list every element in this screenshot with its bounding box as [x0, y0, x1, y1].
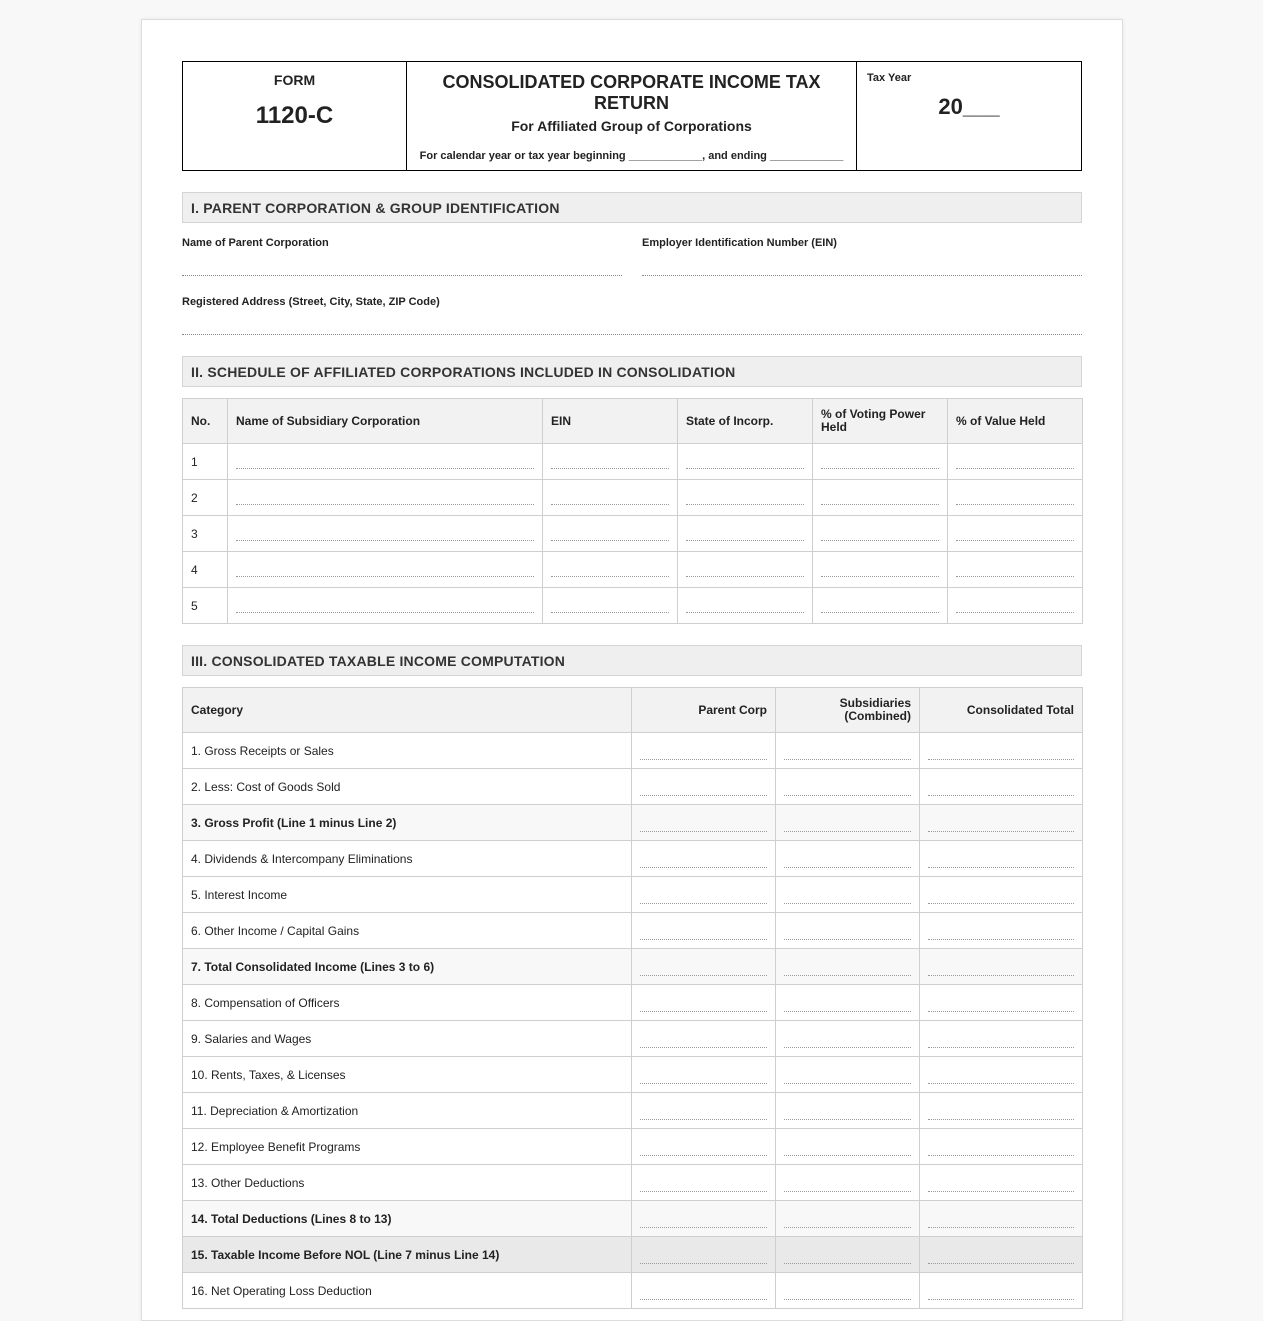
category-label: 14. Total Deductions (Lines 8 to 13): [183, 1201, 632, 1237]
parent-corp-cell[interactable]: [632, 841, 776, 877]
table-row: [183, 1201, 1083, 1237]
column-header: Name of Subsidiary Corporation: [228, 399, 543, 444]
state-cell[interactable]: [678, 588, 813, 624]
parent-corp-cell[interactable]: [632, 949, 776, 985]
row-number: 5: [183, 588, 228, 624]
column-header: % of Value Held: [948, 399, 1083, 444]
consolidated-total-cell[interactable]: [920, 949, 1083, 985]
section-1-heading: I. PARENT CORPORATION & GROUP IDENTIFICATION: [182, 192, 1082, 223]
parent-corp-cell[interactable]: [632, 1057, 776, 1093]
form-subtitle: For Affiliated Group of Corporations: [511, 118, 752, 134]
ein-field[interactable]: [642, 249, 1082, 276]
consolidated-total-cell[interactable]: [920, 1273, 1083, 1309]
parent-corp-cell[interactable]: [632, 1237, 776, 1273]
value-held-cell[interactable]: [948, 552, 1083, 588]
subsidiary-ein-cell[interactable]: [543, 552, 678, 588]
address-field-group: [182, 296, 1082, 335]
table-row: [183, 1093, 1083, 1129]
form-title-box: [407, 62, 857, 170]
consolidated-total-cell[interactable]: [920, 1237, 1083, 1273]
parent-corp-cell[interactable]: [632, 1201, 776, 1237]
column-header: % of Voting Power Held: [813, 399, 948, 444]
subsidiary-ein-cell[interactable]: [543, 480, 678, 516]
subsidiaries-cell[interactable]: [776, 1201, 920, 1237]
subsidiaries-cell[interactable]: [776, 1273, 920, 1309]
tax-period-line[interactable]: For calendar year or tax year beginning ____________, and ending ____________: [419, 150, 844, 162]
category-label: 10. Rents, Taxes, & Licenses: [183, 1057, 632, 1093]
parent-corp-cell[interactable]: [632, 769, 776, 805]
tax-year-box: [857, 62, 1081, 170]
parent-corp-cell[interactable]: [632, 1093, 776, 1129]
form-label: FORM: [273, 72, 316, 88]
voting-power-cell[interactable]: [813, 444, 948, 480]
consolidated-total-cell[interactable]: [920, 1021, 1083, 1057]
form-title: CONSOLIDATED CORPORATE INCOME TAX RETURN: [442, 72, 821, 113]
subsidiaries-cell[interactable]: [776, 1165, 920, 1201]
table-row: [183, 444, 1083, 480]
table-row: [183, 1237, 1083, 1273]
row-number: 1: [183, 444, 228, 480]
row-number: 4: [183, 552, 228, 588]
parent-corp-cell[interactable]: [632, 1165, 776, 1201]
section-2-heading: II. SCHEDULE OF AFFILIATED CORPORATIONS INCLUDED IN CONSOLIDATION: [182, 356, 1082, 387]
subsidiaries-cell[interactable]: [776, 805, 920, 841]
table-row: [183, 1273, 1083, 1309]
table-row: [183, 1021, 1083, 1057]
consolidated-total-cell[interactable]: [920, 1057, 1083, 1093]
table-header-row: [183, 399, 1083, 444]
subsidiaries-cell[interactable]: [776, 1093, 920, 1129]
section-3-heading: III. CONSOLIDATED TAXABLE INCOME COMPUTATION: [182, 645, 1082, 676]
category-label: 1. Gross Receipts or Sales: [183, 733, 632, 769]
table-row: [183, 516, 1083, 552]
category-label: 9. Salaries and Wages: [183, 1021, 632, 1057]
category-label: 5. Interest Income: [183, 877, 632, 913]
voting-power-cell[interactable]: [813, 552, 948, 588]
subsidiaries-cell[interactable]: [776, 985, 920, 1021]
subsidiaries-cell[interactable]: [776, 1129, 920, 1165]
subsidiary-name-cell[interactable]: [228, 552, 543, 588]
column-header: Subsidiaries (Combined): [776, 688, 920, 733]
subsidiaries-cell[interactable]: [776, 1021, 920, 1057]
parent-name-field[interactable]: [182, 249, 622, 276]
form-id-box: [183, 62, 407, 170]
table-header-row: [183, 688, 1083, 733]
subsidiaries-cell[interactable]: [776, 949, 920, 985]
consolidated-total-cell[interactable]: [920, 1129, 1083, 1165]
table-row: [183, 1129, 1083, 1165]
category-label: 16. Net Operating Loss Deduction: [183, 1273, 632, 1309]
income-computation-table: [182, 687, 1083, 1309]
table-row: [183, 769, 1083, 805]
consolidated-total-cell[interactable]: [920, 1165, 1083, 1201]
form-header: [182, 61, 1082, 171]
column-header: EIN: [543, 399, 678, 444]
column-header: Parent Corp: [632, 688, 776, 733]
parent-corp-cell[interactable]: [632, 1021, 776, 1057]
parent-corp-cell[interactable]: [632, 805, 776, 841]
column-header: Consolidated Total: [920, 688, 1083, 733]
subsidiary-name-cell[interactable]: [228, 588, 543, 624]
voting-power-cell[interactable]: [813, 516, 948, 552]
consolidated-total-cell[interactable]: [920, 877, 1083, 913]
table-row: [183, 552, 1083, 588]
state-cell[interactable]: [678, 552, 813, 588]
affiliates-table: [182, 398, 1083, 624]
category-label: 4. Dividends & Intercompany Eliminations: [183, 841, 632, 877]
subsidiary-ein-cell[interactable]: [543, 588, 678, 624]
consolidated-total-cell[interactable]: [920, 1201, 1083, 1237]
column-header: State of Incorp.: [678, 399, 813, 444]
form-page: [141, 19, 1123, 1321]
ein-field-group: [642, 237, 1082, 276]
category-label: 15. Taxable Income Before NOL (Line 7 minus Line 14): [183, 1237, 632, 1273]
subsidiary-ein-cell[interactable]: [543, 444, 678, 480]
state-cell[interactable]: [678, 516, 813, 552]
state-cell[interactable]: [678, 480, 813, 516]
category-label: 7. Total Consolidated Income (Lines 3 to 6): [183, 949, 632, 985]
form-number: 1120-C: [255, 102, 334, 129]
category-label: 12. Employee Benefit Programs: [183, 1129, 632, 1165]
value-held-cell[interactable]: [948, 588, 1083, 624]
table-row: [183, 985, 1083, 1021]
parent-corp-cell[interactable]: [632, 913, 776, 949]
subsidiaries-cell[interactable]: [776, 841, 920, 877]
consolidated-total-cell[interactable]: [920, 769, 1083, 805]
value-held-cell[interactable]: [948, 444, 1083, 480]
parent-name-field-group: [182, 237, 622, 276]
category-label: 6. Other Income / Capital Gains: [183, 913, 632, 949]
table-row: [183, 588, 1083, 624]
parent-corp-cell[interactable]: [632, 985, 776, 1021]
state-cell[interactable]: [678, 444, 813, 480]
column-header: Category: [183, 688, 632, 733]
row-number: 3: [183, 516, 228, 552]
category-label: 3. Gross Profit (Line 1 minus Line 2): [183, 805, 632, 841]
column-header: No.: [183, 399, 228, 444]
category-label: 8. Compensation of Officers: [183, 985, 632, 1021]
table-row: [183, 733, 1083, 769]
parent-corp-cell[interactable]: [632, 877, 776, 913]
parent-corp-cell[interactable]: [632, 1129, 776, 1165]
table-row: [183, 949, 1083, 985]
table-row: [183, 805, 1083, 841]
value-held-cell[interactable]: [948, 516, 1083, 552]
tax-year-label: Tax Year: [867, 72, 912, 84]
subsidiary-ein-cell[interactable]: [543, 516, 678, 552]
consolidated-total-cell[interactable]: [920, 805, 1083, 841]
consolidated-total-cell[interactable]: [920, 841, 1083, 877]
table-row: [183, 1165, 1083, 1201]
table-row: [183, 841, 1083, 877]
category-label: 11. Depreciation & Amortization: [183, 1093, 632, 1129]
table-row: [183, 913, 1083, 949]
tax-year-field[interactable]: 20___: [938, 94, 1000, 119]
table-row: [183, 877, 1083, 913]
voting-power-cell[interactable]: [813, 588, 948, 624]
address-field[interactable]: [182, 308, 1082, 335]
table-row: [183, 1057, 1083, 1093]
subsidiaries-cell[interactable]: [776, 913, 920, 949]
row-number: 2: [183, 480, 228, 516]
subsidiary-name-cell[interactable]: [228, 516, 543, 552]
consolidated-total-cell[interactable]: [920, 985, 1083, 1021]
ein-label: Employer Identification Number (EIN): [642, 237, 837, 249]
consolidated-total-cell[interactable]: [920, 913, 1083, 949]
subsidiaries-cell[interactable]: [776, 877, 920, 913]
parent-corp-cell[interactable]: [632, 733, 776, 769]
subsidiaries-cell[interactable]: [776, 1057, 920, 1093]
table-row: [183, 480, 1083, 516]
subsidiary-name-cell[interactable]: [228, 444, 543, 480]
voting-power-cell[interactable]: [813, 480, 948, 516]
subsidiaries-cell[interactable]: [776, 1237, 920, 1273]
consolidated-total-cell[interactable]: [920, 1093, 1083, 1129]
subsidiaries-cell[interactable]: [776, 769, 920, 805]
parent-name-label: Name of Parent Corporation: [182, 237, 329, 249]
address-label: Registered Address (Street, City, State, ZIP Code): [182, 296, 440, 308]
subsidiary-name-cell[interactable]: [228, 480, 543, 516]
parent-corp-cell[interactable]: [632, 1273, 776, 1309]
category-label: 2. Less: Cost of Goods Sold: [183, 769, 632, 805]
value-held-cell[interactable]: [948, 480, 1083, 516]
category-label: 13. Other Deductions: [183, 1165, 632, 1201]
consolidated-total-cell[interactable]: [920, 733, 1083, 769]
subsidiaries-cell[interactable]: [776, 733, 920, 769]
